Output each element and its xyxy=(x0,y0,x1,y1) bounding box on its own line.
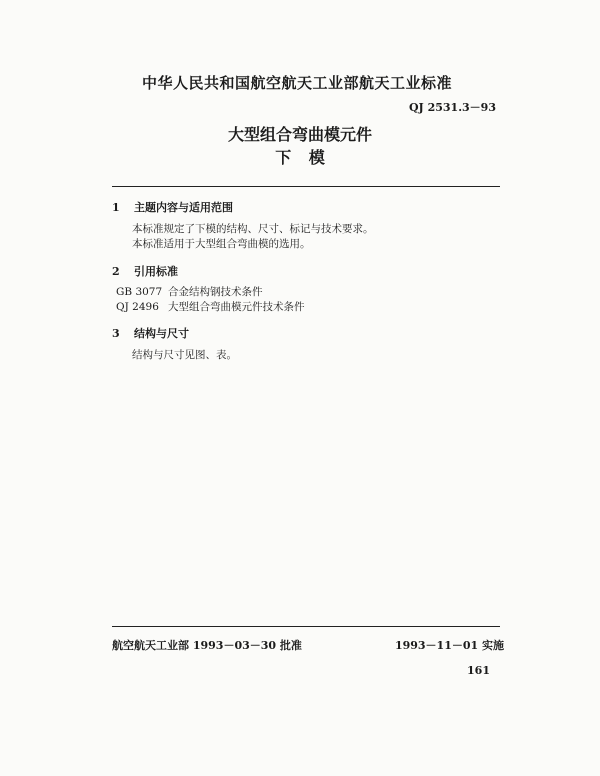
section-title: 结构与尺寸 xyxy=(134,327,189,340)
paragraph-line: 本标准适用于大型组合弯曲模的选用。 xyxy=(132,238,311,250)
standard-number: QJ 2531.3－93 xyxy=(408,101,496,114)
issuing-organization: 中华人民共和国航空航天工业部航天工业标准 xyxy=(142,74,453,92)
section-title: 主题内容与适用范围 xyxy=(134,201,233,214)
bottom-divider xyxy=(112,626,500,627)
paragraph-line: 结构与尺寸见图、表。 xyxy=(132,349,237,361)
document-title: 大型组合弯曲模元件 xyxy=(227,125,372,144)
reference-list xyxy=(116,285,305,315)
section-number: 1 xyxy=(112,201,120,214)
reference-item xyxy=(116,300,305,315)
implementation-date: 1993－11－01 实施 xyxy=(394,639,504,652)
page-number: 161 xyxy=(467,664,490,677)
reference-code: GB 3077 xyxy=(116,286,163,298)
reference-item xyxy=(116,285,305,300)
paragraph-line: 本标准规定了下模的结构、尺寸、标记与技术要求。 xyxy=(132,223,374,235)
document-subtitle: 下 模 xyxy=(275,148,325,167)
section-number: 2 xyxy=(112,265,120,278)
section-1-body xyxy=(132,222,374,252)
section-3-body xyxy=(132,348,237,363)
approval-date: 航空航天工业部 1993－03－30 批准 xyxy=(112,639,302,652)
reference-title: 合金结构钢技术条件 xyxy=(168,286,263,298)
section-3-heading xyxy=(112,325,189,341)
reference-code: QJ 2496 xyxy=(116,301,159,313)
section-number: 3 xyxy=(112,327,120,340)
reference-title: 大型组合弯曲模元件技术条件 xyxy=(168,301,305,313)
section-1-heading xyxy=(112,199,233,215)
top-divider xyxy=(112,186,500,187)
section-title: 引用标准 xyxy=(134,265,178,278)
section-2-heading xyxy=(112,263,178,279)
